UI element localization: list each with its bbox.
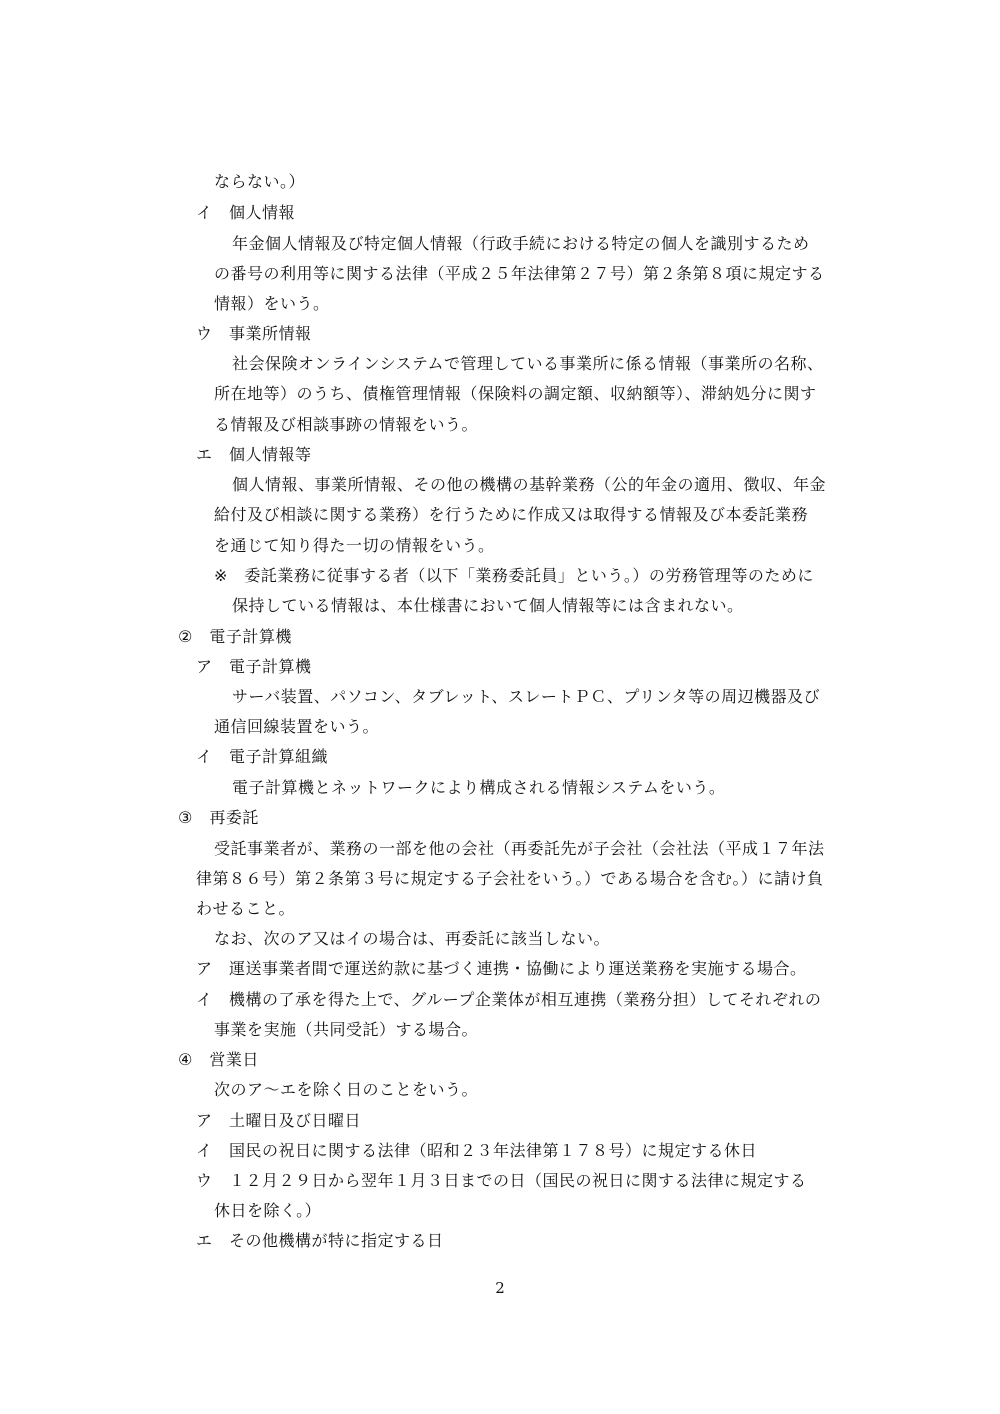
text-line: 社会保険オンラインシステムで管理している事業所に係る情報（事業所の名称、 (232, 354, 824, 373)
item-heading: ア 電子計算機 (196, 657, 312, 676)
text-line: る情報及び相談事跡の情報をいう。 (214, 415, 479, 434)
text-line: ならない。） (214, 172, 306, 191)
item-line: イ 機構の了承を得た上で、グループ企業体が相互連携（業務分担）してそれぞれの (196, 990, 822, 1009)
item-heading: ウ 事業所情報 (196, 324, 312, 343)
item-heading: イ 電子計算組織 (196, 747, 329, 766)
text-line: 通信回線装置をいう。 (214, 717, 380, 736)
text-line: サーバ装置、パソコン、タブレット、スレートＰＣ、プリンタ等の周辺機器及び (232, 687, 821, 706)
item-line: ア 運送事業者間で運送約款に基づく連携・協働により運送業務を実施する場合。 (196, 959, 807, 978)
text-line: 給付及び相談に関する業務）を行うために作成又は取得する情報及び本委託業務 (214, 505, 809, 524)
text-line: 電子計算機とネットワークにより構成される情報システムをいう。 (232, 778, 726, 797)
text-line: 事業を実施（共同受託）する場合。 (214, 1020, 479, 1039)
item-line: イ 国民の祝日に関する法律（昭和２３年法律第１７８号）に規定する休日 (196, 1141, 758, 1160)
text-line: なお、次のア又はイの場合は、再委託に該当しない。 (214, 929, 611, 948)
text-line: を通じて知り得た一切の情報をいう。 (214, 536, 495, 555)
text-line: の番号の利用等に関する法律（平成２５年法律第２７号）第２条第８項に規定する (214, 264, 825, 283)
item-line: ウ １２月２９日から翌年１月３日までの日（国民の祝日に関する法律に規定する (196, 1171, 807, 1190)
text-line: 所在地等）のうち、債権管理情報（保険料の調定額、収納額等）、滞納処分に関す (214, 384, 817, 403)
text-line: 律第８６号）第２条第３号に規定する子会社をいう。）である場合を含む。）に請け負 (196, 869, 824, 888)
section-heading: ④ 営業日 (178, 1050, 259, 1069)
section-heading: ② 電子計算機 (178, 627, 292, 646)
item-heading: イ 個人情報 (196, 203, 296, 222)
item-line: ア 土曜日及び日曜日 (196, 1111, 362, 1130)
note-line: ※ 委託業務に従事する者（以下「業務委託員」という。）の労務管理等のために (214, 566, 814, 585)
text-line: 次のア～エを除く日のことをいう。 (214, 1080, 479, 1099)
text-line: 情報）をいう。 (214, 294, 330, 313)
item-line: エ その他機構が特に指定する日 (196, 1231, 444, 1250)
text-line: 受託事業者が、業務の一部を他の会社（再委託先が子会社（会社法（平成１７年法 (214, 839, 825, 858)
text-line: 個人情報、事業所情報、その他の機構の基幹業務（公的年金の適用、徴収、年金 (232, 475, 827, 494)
page-number: 2 (495, 1279, 505, 1297)
text-line: わせること。 (196, 899, 296, 918)
text-line: 休日を除く。） (214, 1201, 322, 1220)
note-line: 保持している情報は、本仕様書において個人情報等には含まれない。 (232, 596, 744, 615)
item-heading: エ 個人情報等 (196, 445, 312, 464)
section-heading: ③ 再委託 (178, 808, 259, 827)
text-line: 年金個人情報及び特定個人情報（行政手続における特定の個人を識別するため (232, 234, 810, 253)
